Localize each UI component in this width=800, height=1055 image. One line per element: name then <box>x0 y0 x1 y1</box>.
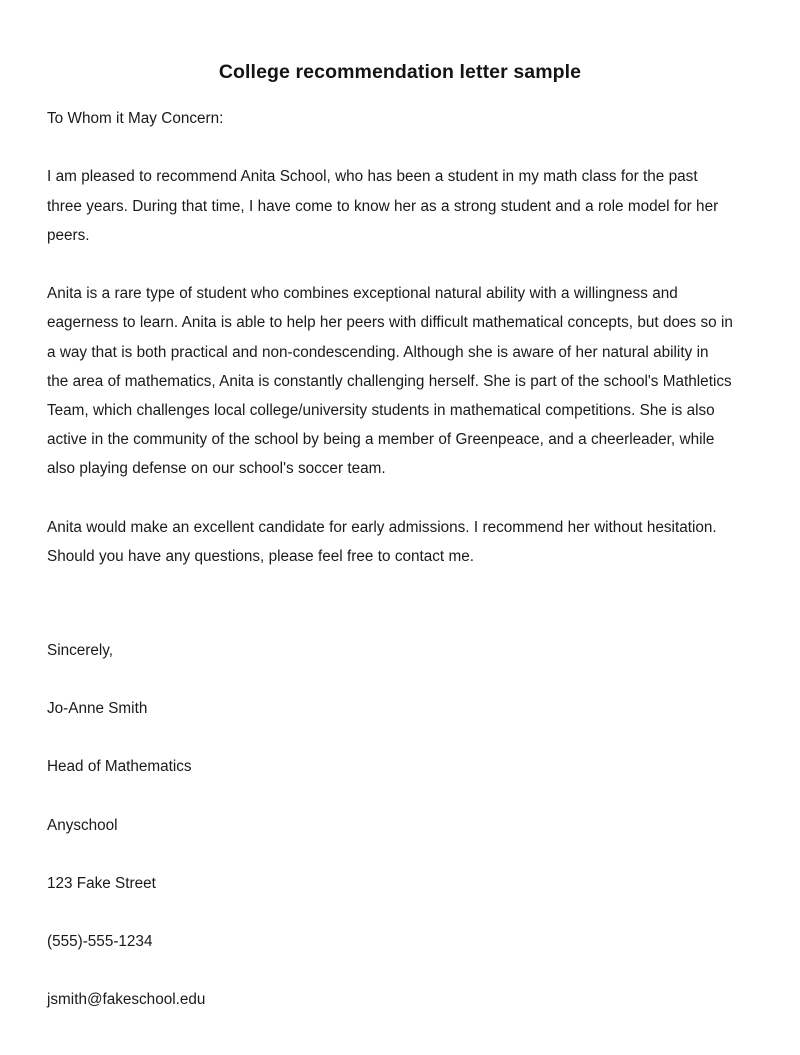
signer-organization: Anyschool <box>47 816 118 834</box>
signer-phone: (555)-555-1234 <box>47 932 153 950</box>
signature-block <box>47 640 547 1011</box>
salutation: To Whom it May Concern: <box>47 110 224 127</box>
page-title: College recommendation letter sample <box>218 61 582 84</box>
letter-body <box>47 104 733 571</box>
signer-job-title: Head of Mathematics <box>47 758 192 776</box>
signer-email: jsmith@fakeschool.edu <box>47 991 206 1009</box>
signer-name: Jo-Anne Smith <box>47 700 148 718</box>
paragraph-3: Anita would make an excellent candidate for early admissions. I recommend her without hesitation. Should you have any questions, please feel free to contact me. <box>47 518 717 565</box>
paragraph-1: I am pleased to recommend Anita School, who has been a student in my math class for the past three years. During that time, I have come to know her as a strong student and a role model for her peers. <box>47 168 719 244</box>
paragraph-2: Anita is a rare type of student who combines exceptional natural ability with a willingness and eagerness to learn. Anita is able to help her peers with difficult mathematical concepts, but does so in a way that is both practical and non-condescending. Although she is aware of her natural ability in the area of mathematics, Anita is constantly challenging herself. She is part of the school's Mathletics Team, which challenges local college/university students in mathematical competitions. She is also active in the community of the school by being a member of Greenpeace, and a cheerleader, while also playing defense on our school's soccer team. <box>47 285 733 478</box>
signer-street-address: 123 Fake Street <box>47 874 156 892</box>
closing-line: Sincerely, <box>47 642 114 659</box>
